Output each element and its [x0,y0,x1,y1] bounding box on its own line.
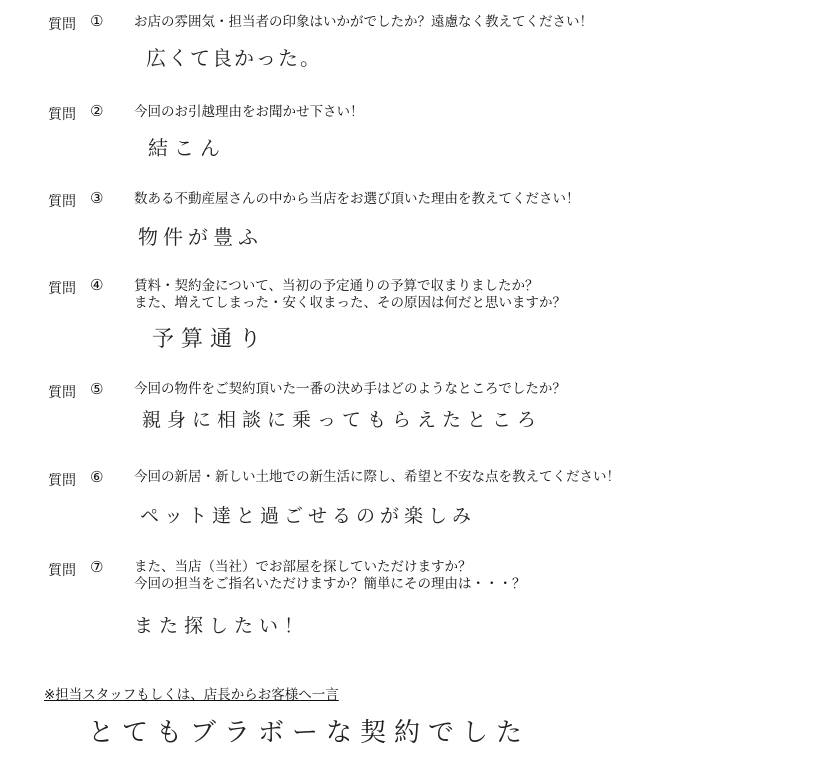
question-text: 今回の物件をご契約頂いた一番の決め手はどのようなところでしたか？ [134,381,566,397]
question-text: 賃料・契約金について、当初の予定通りの予算で収まりましたか？ [134,278,539,294]
handwritten-answer: 広くて良かった。 [146,46,322,70]
staff-comment-label: ※担当スタッフもしくは、店長からお客様へ一言 [44,687,339,703]
question-number: ⑦ [90,558,104,576]
handwritten-answer: 親身に相談に乗ってもらえたところ [142,409,543,431]
handwritten-answer: 予算通り [152,327,269,352]
question-text: 今回の新居・新しい土地での新生活に際し、希望と不安な点を教えてください！ [134,469,620,485]
question-number: ⑥ [90,468,104,486]
handwritten-answer: また探したい！ [134,615,310,637]
question-label: 質問 [48,194,76,210]
question-text: お店の雰囲気・担当者の印象はいかがでしたか？遠慮なく教えてください！ [134,14,593,30]
handwritten-answer: ペット達と過ごせるのが楽しみ [140,505,477,527]
handwritten-answer: 結こん [148,136,226,160]
question-label: 質問 [48,281,76,297]
question-number: ⑤ [90,380,104,398]
question-text: 数ある不動産屋さんの中から当店をお選び頂いた理由を教えてください！ [134,191,580,207]
question-number: ④ [90,276,104,294]
question-label: 質問 [48,17,76,33]
question-number: ② [90,102,104,120]
question-label: 質問 [48,563,76,579]
question-label: 質問 [48,473,76,489]
question-text: 今回の担当をご指名いただけますか？簡単にその理由は・・・？ [134,576,526,592]
question-number: ③ [90,189,104,207]
question-label: 質問 [48,385,76,401]
question-text: 今回のお引越理由をお聞かせ下さい！ [134,104,364,120]
handwritten-answer: 物件が豊ふ [138,225,263,249]
question-text: また、当店（当社）でお部屋を探していただけますか？ [134,559,472,575]
question-number: ① [90,12,104,30]
question-text: また、増えてしまった・安く収まった、その原因は何だと思いますか？ [134,295,566,311]
staff-comment-answer: とてもブラボーな契約でした [88,718,531,748]
question-label: 質問 [48,107,76,123]
